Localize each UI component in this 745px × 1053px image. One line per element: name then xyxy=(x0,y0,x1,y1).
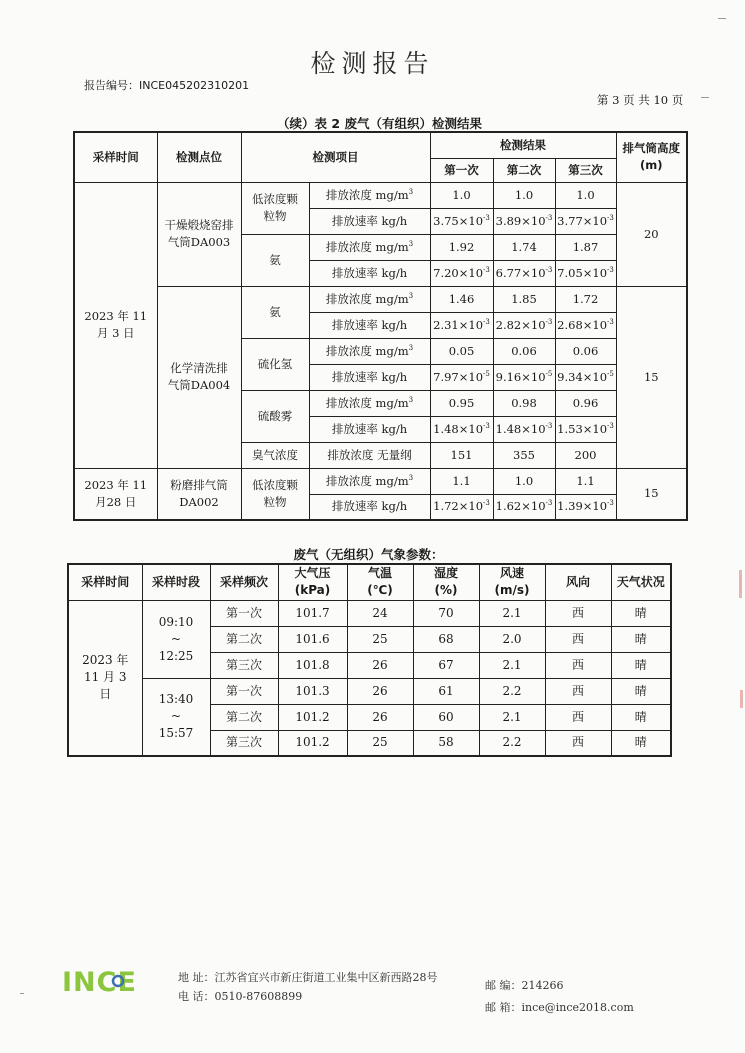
value-cell: 晴 xyxy=(611,626,671,652)
value-cell: $1.48\times 10^{-3}$ xyxy=(493,416,555,442)
freq-cell: 第一次 xyxy=(210,600,278,626)
stack-height-da002: 15 xyxy=(616,468,687,520)
param-conc: 排放浓度 $mg/m^3$ xyxy=(309,286,430,312)
sampling-date-2: 2023 年 11月28 日 xyxy=(74,468,157,520)
header-third: 第三次 xyxy=(555,158,616,182)
header-first: 第一次 xyxy=(430,158,493,182)
freq-cell: 第一次 xyxy=(210,678,278,704)
sampling-date-1: 2023 年 11 月 3 日 xyxy=(74,182,157,468)
header-weather: 天气状况 xyxy=(611,564,671,600)
value-cell: $2.31\times 10^{-3}$ xyxy=(430,312,493,338)
value-cell: $1.62\times 10^{-3}$ xyxy=(493,494,555,520)
period-morning: 09:10 ~ 12:25 xyxy=(142,600,210,678)
value-cell: 西 xyxy=(545,704,611,730)
value-cell: 2.0 xyxy=(479,626,545,652)
param-rate: 排放速率 kg/h xyxy=(309,364,430,390)
header-point: 检测点位 xyxy=(157,132,241,182)
value-cell: 1.0 xyxy=(493,468,555,494)
value-cell: 25 xyxy=(347,730,413,756)
param-conc: 排放浓度 $mg/m^3$ xyxy=(309,234,430,260)
point-da004: 化学清洗排气筒DA004 xyxy=(157,286,241,468)
table-row xyxy=(74,286,687,312)
value-cell: 151 xyxy=(430,442,493,468)
value-cell: $6.77\times 10^{-3}$ xyxy=(493,260,555,286)
value-cell: 101.2 xyxy=(278,704,347,730)
report-number: 报告编号：INCE045202310201 xyxy=(84,79,250,92)
value-cell: 西 xyxy=(545,600,611,626)
value-cell: 25 xyxy=(347,626,413,652)
param-rate: 排放速率 kg/h xyxy=(309,416,430,442)
seal-fragment xyxy=(740,690,743,708)
value-cell: 1.1 xyxy=(555,468,616,494)
value-cell: $9.34\times 10^{-5}$ xyxy=(555,364,616,390)
pollutant-nh3: 氨 xyxy=(241,286,309,338)
value-cell: 2.1 xyxy=(479,652,545,678)
value-cell: 晴 xyxy=(611,704,671,730)
value-cell: 2.1 xyxy=(479,704,545,730)
value-cell: 200 xyxy=(555,442,616,468)
value-cell: 101.8 xyxy=(278,652,347,678)
met-date: 2023 年 11 月 3 日 xyxy=(68,600,142,756)
value-cell: 24 xyxy=(347,600,413,626)
param-rate: 排放速率 kg/h xyxy=(309,208,430,234)
table2-caption: 废气（无组织）气象参数： xyxy=(293,547,444,562)
value-cell: 0.05 xyxy=(430,338,493,364)
value-cell: 0.98 xyxy=(493,390,555,416)
value-cell: 0.96 xyxy=(555,390,616,416)
scan-dot xyxy=(20,993,24,994)
header-time: 采样时间 xyxy=(68,564,142,600)
value-cell: 1.46 xyxy=(430,286,493,312)
param-conc: 排放浓度 $mg/m^3$ xyxy=(309,182,430,208)
pollutant-odor: 臭气浓度 xyxy=(241,442,309,468)
value-cell: 1.92 xyxy=(430,234,493,260)
freq-cell: 第二次 xyxy=(210,626,278,652)
value-cell: 1.0 xyxy=(493,182,555,208)
table-row xyxy=(68,678,671,704)
value-cell: $7.20\times 10^{-3}$ xyxy=(430,260,493,286)
param-odor-conc: 排放浓度 无量纲 xyxy=(309,442,430,468)
logo-text: INCE xyxy=(62,967,137,996)
page-number: 第 3 页 共 10 页 xyxy=(597,93,684,107)
value-cell: 26 xyxy=(347,652,413,678)
pollutant-nh3: 氨 xyxy=(241,234,309,286)
value-cell: $2.68\times 10^{-3}$ xyxy=(555,312,616,338)
value-cell: 晴 xyxy=(611,730,671,756)
value-cell: $7.97\times 10^{-5}$ xyxy=(430,364,493,390)
value-cell: 西 xyxy=(545,652,611,678)
pollutant-low-pm: 低浓度颗粒物 xyxy=(241,182,309,234)
header-direction: 风向 xyxy=(545,564,611,600)
freq-cell: 第二次 xyxy=(210,704,278,730)
value-cell: $3.77\times 10^{-3}$ xyxy=(555,208,616,234)
value-cell: 355 xyxy=(493,442,555,468)
value-cell: 60 xyxy=(413,704,479,730)
value-cell: 67 xyxy=(413,652,479,678)
header-item: 检测项目 xyxy=(241,132,430,182)
value-cell: $1.72\times 10^{-3}$ xyxy=(430,494,493,520)
value-cell: 1.0 xyxy=(555,182,616,208)
report-title: 检测报告 xyxy=(310,49,435,78)
freq-cell: 第三次 xyxy=(210,652,278,678)
value-cell: $3.89\times 10^{-3}$ xyxy=(493,208,555,234)
footer-email: 邮 箱：ince@ince2018.com xyxy=(485,1001,634,1014)
value-cell: 101.2 xyxy=(278,730,347,756)
value-cell: 2.1 xyxy=(479,600,545,626)
value-cell: $3.75\times 10^{-3}$ xyxy=(430,208,493,234)
header-second: 第二次 xyxy=(493,158,555,182)
param-rate: 排放速率 kg/h xyxy=(309,494,430,520)
value-cell: 晴 xyxy=(611,652,671,678)
header-stack-height: 排气筒高度(m) xyxy=(616,132,687,182)
stack-height-da004: 15 xyxy=(616,286,687,468)
value-cell: 1.74 xyxy=(493,234,555,260)
value-cell: 70 xyxy=(413,600,479,626)
corner-mark xyxy=(718,18,726,19)
stack-height-da003: 20 xyxy=(616,182,687,286)
seal-fragment xyxy=(739,570,742,598)
value-cell: 2.2 xyxy=(479,730,545,756)
value-cell: 晴 xyxy=(611,600,671,626)
param-conc: 排放浓度 $mg/m^3$ xyxy=(309,338,430,364)
point-da002: 粉磨排气筒DA002 xyxy=(157,468,241,520)
value-cell: 西 xyxy=(545,626,611,652)
value-cell: $7.05\times 10^{-3}$ xyxy=(555,260,616,286)
freq-cell: 第三次 xyxy=(210,730,278,756)
table-row xyxy=(68,600,671,626)
value-cell: $9.16\times 10^{-5}$ xyxy=(493,364,555,390)
pollutant-h2s: 硫化氢 xyxy=(241,338,309,390)
value-cell: 1.87 xyxy=(555,234,616,260)
value-cell: 0.06 xyxy=(493,338,555,364)
header-wind: 风速 (m/s) xyxy=(479,564,545,600)
header-period: 采样时段 xyxy=(142,564,210,600)
value-cell: 1.0 xyxy=(430,182,493,208)
value-cell: 101.3 xyxy=(278,678,347,704)
point-da003: 干燥煅烧窑排气筒DA003 xyxy=(157,182,241,286)
emission-results-table xyxy=(73,131,688,521)
header-temp: 气温 (℃) xyxy=(347,564,413,600)
value-cell: 西 xyxy=(545,678,611,704)
value-cell: 101.7 xyxy=(278,600,347,626)
param-conc: 排放浓度 $mg/m^3$ xyxy=(309,390,430,416)
value-cell: $1.39\times 10^{-3}$ xyxy=(555,494,616,520)
pollutant-low-pm: 低浓度颗粒物 xyxy=(241,468,309,520)
value-cell: 1.1 xyxy=(430,468,493,494)
value-cell: $1.53\times 10^{-3}$ xyxy=(555,416,616,442)
header-pressure: 大气压 (kPa) xyxy=(278,564,347,600)
value-cell: 1.85 xyxy=(493,286,555,312)
value-cell: 68 xyxy=(413,626,479,652)
value-cell: 0.06 xyxy=(555,338,616,364)
value-cell: 0.95 xyxy=(430,390,493,416)
page-dash xyxy=(701,97,709,98)
period-afternoon: 13:40 ~ 15:57 xyxy=(142,678,210,756)
value-cell: 晴 xyxy=(611,678,671,704)
value-cell: $2.82\times 10^{-3}$ xyxy=(493,312,555,338)
value-cell: 101.6 xyxy=(278,626,347,652)
footer-phone: 电 话：0510-87608899 xyxy=(178,990,303,1003)
header-result: 检测结果 xyxy=(430,132,616,158)
value-cell: 西 xyxy=(545,730,611,756)
value-cell: 61 xyxy=(413,678,479,704)
param-rate: 排放速率 kg/h xyxy=(309,312,430,338)
value-cell: 58 xyxy=(413,730,479,756)
value-cell: 26 xyxy=(347,678,413,704)
company-logo xyxy=(62,966,152,1000)
header-sampling-time: 采样时间 xyxy=(74,132,157,182)
value-cell: $1.48\times 10^{-3}$ xyxy=(430,416,493,442)
footer-address: 地 址：江苏省宜兴市新庄街道工业集中区新西路28号 xyxy=(178,971,438,984)
value-cell: 1.72 xyxy=(555,286,616,312)
meteorological-table xyxy=(67,563,672,757)
param-conc: 排放浓度 $mg/m^3$ xyxy=(309,468,430,494)
value-cell: 26 xyxy=(347,704,413,730)
table-row xyxy=(74,468,687,494)
header-humidity: 湿度 (%) xyxy=(413,564,479,600)
pollutant-acid-mist: 硫酸雾 xyxy=(241,390,309,442)
param-rate: 排放速率 kg/h xyxy=(309,260,430,286)
footer-postcode: 邮 编：214266 xyxy=(485,979,564,992)
table-row xyxy=(74,182,687,208)
header-freq: 采样频次 xyxy=(210,564,278,600)
value-cell: 2.2 xyxy=(479,678,545,704)
table1-caption: （续）表 2 废气（有组织）检测结果 xyxy=(277,116,482,131)
